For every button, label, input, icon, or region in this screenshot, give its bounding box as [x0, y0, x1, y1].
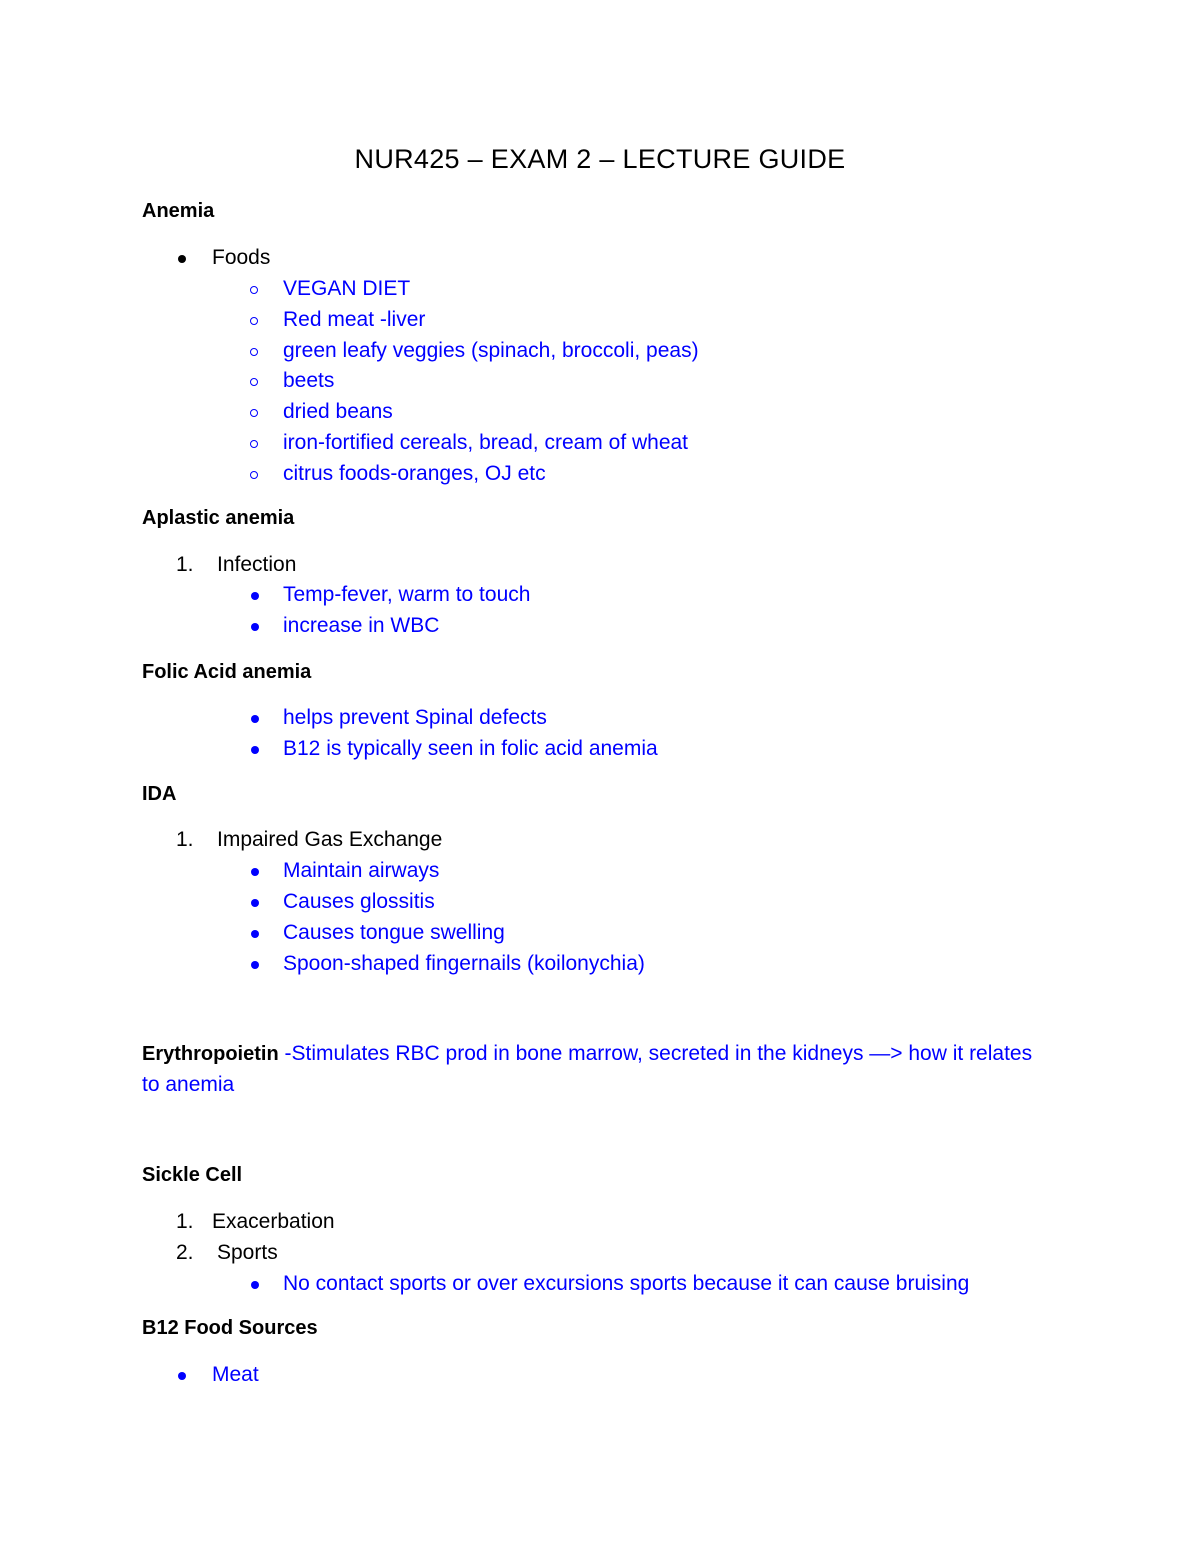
list-subitem: dried beans: [283, 400, 393, 423]
heading-anemia: Anemia: [142, 200, 215, 222]
bullet-icon: [251, 961, 259, 969]
list-subitem: beets: [283, 369, 335, 392]
bullet-icon: [178, 1372, 186, 1380]
erythropoietin-paragraph: [142, 1041, 1032, 1067]
hollow-bullet-icon: [250, 440, 258, 448]
bullet-icon: [251, 592, 259, 600]
list-item-impaired-gas-exchange: Impaired Gas Exchange: [217, 828, 443, 851]
list-item-exacerbation: Exacerbation: [212, 1210, 335, 1233]
bullet-icon: [251, 1281, 259, 1289]
erythropoietin-text-line2: to anemia: [142, 1073, 235, 1096]
list-subitem: B12 is typically seen in folic acid anemia: [283, 737, 658, 760]
hollow-bullet-icon: [250, 409, 258, 417]
bullet-icon: [251, 715, 259, 723]
heading-b12-food-sources: B12 Food Sources: [142, 1317, 318, 1339]
heading-sickle-cell: Sickle Cell: [142, 1164, 243, 1186]
heading-aplastic-anemia: Aplastic anemia: [142, 507, 295, 529]
list-number: 2.: [176, 1241, 194, 1264]
list-subitem: iron-fortified cereals, bread, cream of wheat: [283, 431, 689, 454]
list-subitem: green leafy veggies (spinach, broccoli, peas): [283, 339, 699, 362]
list-item-foods: Foods: [212, 246, 271, 269]
heading-erythropoietin: Erythropoietin: [142, 1043, 279, 1065]
list-subitem: No contact sports or over excursions sports because it can cause bruising: [283, 1272, 970, 1295]
bullet-icon: [178, 255, 186, 263]
erythropoietin-text-line1: -Stimulates RBC prod in bone marrow, secreted in the kidneys —> how it relates: [278, 1042, 1033, 1065]
list-subitem: increase in WBC: [283, 614, 440, 637]
list-number: 1.: [176, 553, 194, 576]
hollow-bullet-icon: [250, 348, 258, 356]
heading-ida: IDA: [142, 783, 177, 805]
list-number: 1.: [176, 828, 194, 851]
list-subitem: Temp-fever, warm to touch: [283, 583, 531, 606]
hollow-bullet-icon: [250, 378, 258, 386]
hollow-bullet-icon: [250, 286, 258, 294]
hollow-bullet-icon: [250, 317, 258, 325]
list-item-meat: Meat: [212, 1363, 259, 1386]
hollow-bullet-icon: [250, 471, 258, 479]
list-item-infection: Infection: [217, 553, 297, 576]
list-subitem: Red meat -liver: [283, 308, 426, 331]
list-number: 1.: [176, 1210, 194, 1233]
bullet-icon: [251, 868, 259, 876]
bullet-icon: [251, 899, 259, 907]
list-item-sports: Sports: [217, 1241, 278, 1264]
list-subitem: Causes tongue swelling: [283, 921, 505, 944]
list-subitem: Maintain airways: [283, 859, 440, 882]
list-subitem: VEGAN DIET: [283, 277, 411, 300]
list-subitem: Causes glossitis: [283, 890, 435, 913]
list-subitem: helps prevent Spinal defects: [283, 706, 547, 729]
heading-folic-acid-anemia: Folic Acid anemia: [142, 661, 312, 683]
page-title: NUR425 – EXAM 2 – LECTURE GUIDE: [354, 144, 846, 174]
bullet-icon: [251, 930, 259, 938]
list-subitem: Spoon-shaped fingernails (koilonychia): [283, 952, 645, 975]
bullet-icon: [251, 746, 259, 754]
bullet-icon: [251, 623, 259, 631]
list-subitem: citrus foods-oranges, OJ etc: [283, 462, 546, 485]
